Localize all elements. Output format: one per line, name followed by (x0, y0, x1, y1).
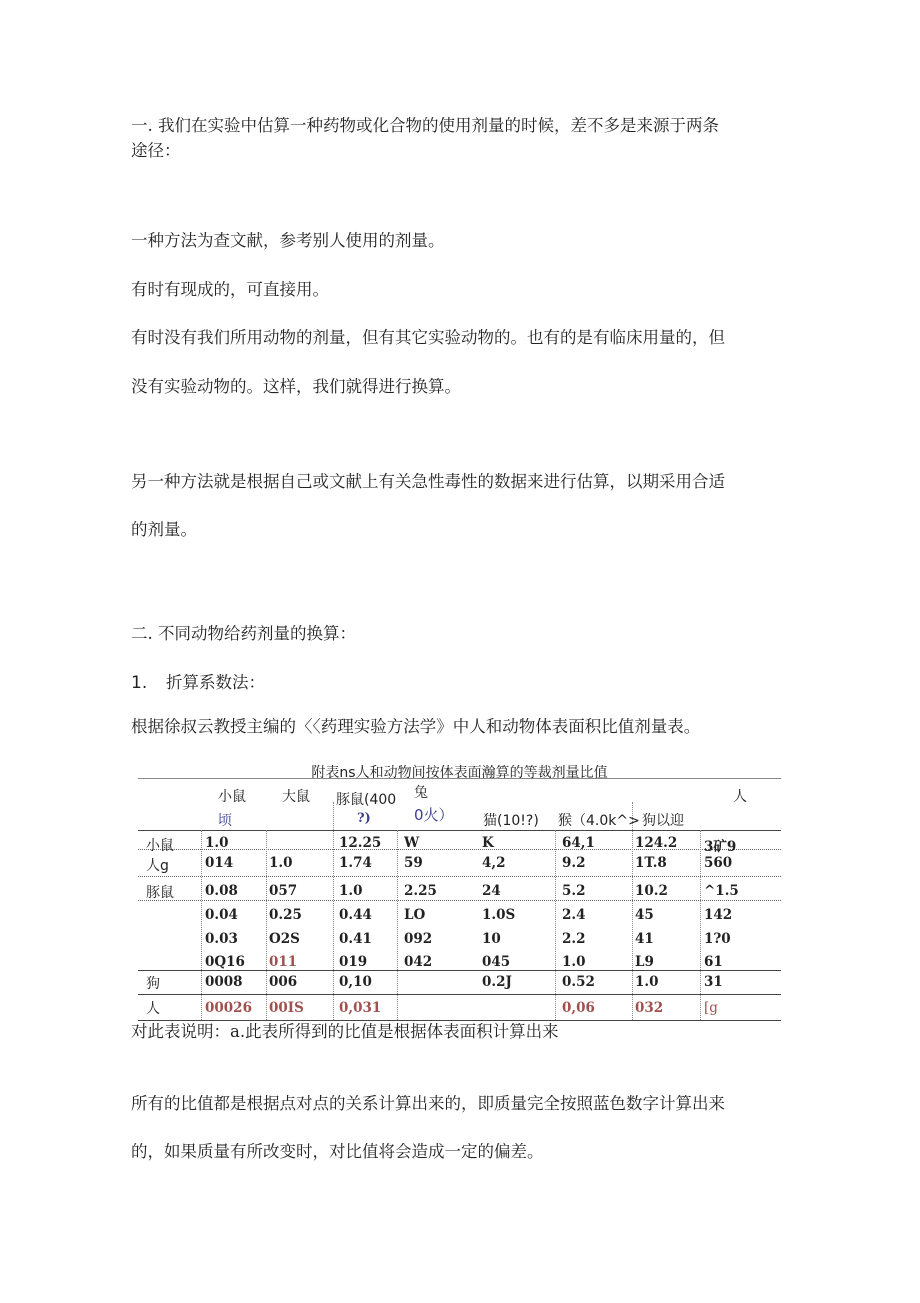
table-rule (138, 876, 781, 877)
paragraph-line: 另一种方法就是根据自己或文献上有关急性毒性的数据来进行估算，以期采用合适 (131, 472, 725, 491)
table-cell: 59 (404, 855, 423, 871)
table-cell: 12.25 (339, 835, 382, 851)
table-cell: 4,2 (482, 855, 506, 871)
table-cell: 0.04 (205, 907, 238, 923)
paragraph-line: 途径： (131, 141, 181, 160)
table-rule (138, 900, 781, 901)
table-cell: 045 (482, 954, 511, 970)
table-cell: 2.4 (562, 907, 586, 923)
paragraph-line: 没有实验动物的。这样，我们就得进行换算。 (131, 377, 461, 396)
row-label-mouse: 小鼠 (146, 838, 174, 854)
table-cell: 032 (635, 1000, 664, 1016)
table-cell: 006 (269, 974, 298, 990)
header-guinea-pig-sub: ?) (357, 811, 371, 826)
table-cell: 24 (482, 883, 501, 899)
header-human: 人 (733, 789, 747, 805)
table-cell: 0.52 (562, 974, 595, 990)
table-intro: 根据徐叔云教授主编的〈〈药理实验方法学》中人和动物体表面积比值剂量表。 (131, 717, 701, 736)
table-cell: [g (704, 1000, 718, 1016)
table-cell: 124.2 (635, 835, 678, 851)
header-monkey: 猴（4.0k^> (558, 813, 640, 829)
table-cell: 00026 (205, 1000, 252, 1016)
table-cell: 1.0 (205, 835, 229, 851)
table-rule (138, 994, 781, 995)
table-col-rule (555, 830, 556, 1020)
table-cell: 019 (339, 954, 368, 970)
table-cell: 0.2J (482, 974, 512, 990)
table-cell: 0,06 (562, 1000, 595, 1016)
table-cell: 142 (704, 907, 733, 923)
section-title: 二. 不同动物给药剂量的换算： (131, 624, 356, 643)
header-mouse-sub: 顷 (218, 813, 232, 829)
table-col-rule (333, 802, 334, 1020)
table-cell: 1?0 (704, 931, 731, 947)
table-cell: 00IS (269, 1000, 304, 1016)
table-cell: 3矿9 (704, 839, 737, 855)
table-cell: 092 (404, 931, 433, 947)
table-col-rule (266, 830, 267, 1020)
table-cell: 0.25 (269, 907, 302, 923)
table-cell: 014 (205, 855, 234, 871)
table-rule (138, 778, 781, 779)
table-cell: 0Q16 (205, 954, 245, 970)
list-item-text: 折算系数法： (166, 673, 265, 692)
table-cell: ^1.5 (704, 883, 739, 899)
header-rabbit: 兔 (414, 785, 428, 801)
table-cell: W (404, 835, 420, 851)
table-caption: 附表ns人和动物间按体表面瀚算的等裁剂量比值 (311, 765, 608, 781)
table-cell: 2.25 (404, 883, 437, 899)
table-cell: 61 (704, 954, 723, 970)
table-cell: LO (404, 907, 426, 923)
table-col-rule (700, 830, 701, 1020)
row-label-dog: 狗 (146, 976, 160, 992)
table-cell: 0.44 (339, 907, 372, 923)
row-label-human-g: 人g (146, 858, 169, 874)
table-cell: 560 (704, 855, 733, 871)
table-note: 对此表说明：a.此表所得到的比值是根据体表面积计算出来 (131, 1022, 559, 1041)
table-cell: 5.2 (562, 883, 586, 899)
table-cell: 9.2 (562, 855, 586, 871)
list-number: 1. (131, 673, 148, 693)
table-cell: 0008 (205, 974, 243, 990)
table-cell: 10.2 (635, 883, 668, 899)
row-label-human: 人 (146, 1001, 160, 1017)
table-rule (138, 849, 781, 850)
table-cell: 0,10 (339, 974, 372, 990)
table-cell: 2.2 (562, 931, 586, 947)
table-cell: 45 (635, 907, 654, 923)
table-cell: L9 (635, 954, 654, 970)
table-cell: 1.0 (562, 954, 586, 970)
table-cell: 10 (482, 931, 501, 947)
header-dog: 狗以迎 (642, 813, 684, 829)
table-cell: 31 (704, 974, 723, 990)
dose-ratio-table (138, 762, 781, 1022)
paragraph-line: 的剂量。 (131, 520, 197, 539)
table-cell: O2S (269, 931, 300, 947)
header-guinea-pig: 豚鼠(400 (336, 792, 397, 808)
table-cell: 0.08 (205, 883, 238, 899)
table-cell: 1.0 (269, 855, 293, 871)
table-col-rule (632, 802, 633, 1020)
table-cell: 042 (404, 954, 433, 970)
paragraph-line: 有时没有我们所用动物的剂量，但有其它实验动物的。也有的是有临床用量的，但 (131, 328, 725, 347)
table-cell: 64,1 (562, 835, 595, 851)
table-cell: 1.0 (635, 974, 659, 990)
table-cell: 1T.8 (635, 855, 667, 871)
header-rabbit-sub: 0火） (414, 806, 454, 824)
paragraph-line: 所有的比值都是根据点对点的关系计算出来的，即质量完全按照蓝色数字计算出来 (131, 1094, 725, 1113)
header-cat: 猫(10!?) (483, 813, 539, 829)
table-cell: 011 (269, 954, 298, 970)
paragraph: 一种方法为查文献，参考别人使用的剂量。 (131, 231, 445, 250)
table-cell: 0.41 (339, 931, 372, 947)
table-cell: 0,031 (339, 1000, 382, 1016)
table-rule (138, 830, 781, 831)
paragraph-line: 一. 我们在实验中估算一种药物或化合物的使用剂量的时候，差不多是来源于两条 (131, 116, 719, 135)
table-cell: 1.74 (339, 855, 372, 871)
header-rat: 大鼠 (282, 789, 310, 805)
table-cell: 1.0 (339, 883, 363, 899)
table-col-rule (201, 830, 202, 1020)
table-cell: 41 (635, 931, 654, 947)
table-cell: 057 (269, 883, 298, 899)
row-label-guinea-pig: 豚鼠 (146, 885, 174, 901)
table-cell: 1.0S (482, 907, 516, 923)
table-rule (138, 970, 781, 971)
table-cell: 0.03 (205, 931, 238, 947)
header-mouse: 小鼠 (218, 789, 246, 805)
paragraph: 有时有现成的，可直接用。 (131, 280, 329, 299)
table-col-rule (397, 830, 398, 1020)
paragraph-line: 的，如果质量有所改变时，对比值将会造成一定的偏差。 (131, 1142, 544, 1161)
table-cell: K (482, 835, 494, 851)
